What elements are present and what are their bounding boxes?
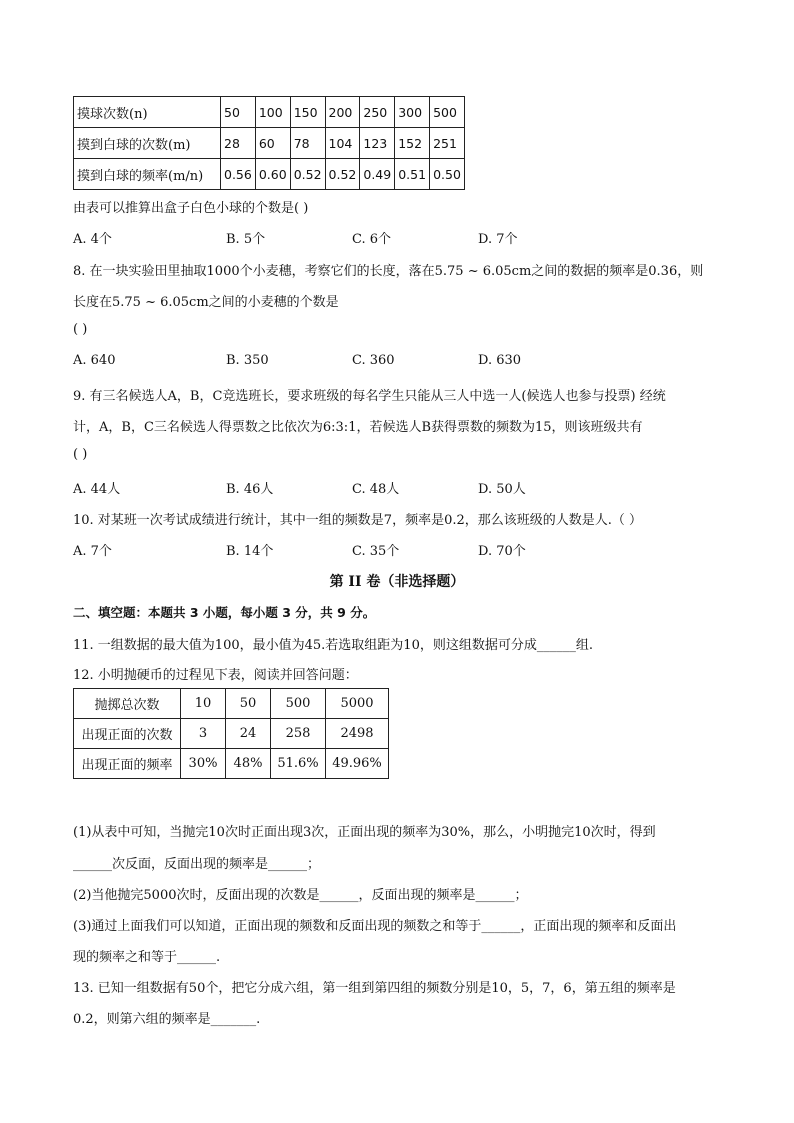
table-cell: 50	[221, 97, 256, 128]
table-cell: 摸到白球的频率(m/n)	[74, 159, 221, 190]
table-row	[74, 159, 465, 190]
table-cell: 251	[430, 128, 465, 159]
table-cell: 出现正面的频率	[74, 749, 181, 779]
q8-bracket: ( )	[73, 322, 88, 337]
table-cell: 500	[271, 689, 326, 719]
table-row	[74, 719, 389, 749]
q12-part3-line1: (3)通过上面我们可以知道，正面出现的频数和反面出现的频数之和等于______，正面出现的频率和反面出	[73, 919, 677, 934]
q8-option-a: A. 640	[73, 353, 116, 368]
q8-line1: 8. 在一块实验田里抽取1000个小麦穗，考察它们的长度，落在5.75 ~ 6.05cm之间的数据的频率是0.36，则	[73, 264, 704, 279]
q9-line2: 计，A，B，C三名候选人得票数之比依次为6:3:1，若候选人B获得票数的频数为15，则该班级共有	[73, 420, 643, 435]
table-cell: 152	[395, 128, 430, 159]
section-title: 第 II 卷（非选择题）	[329, 574, 465, 590]
table-row	[74, 97, 465, 128]
q10-option-d: D. 70个	[478, 544, 526, 559]
table-cell: 5000	[326, 689, 389, 719]
q12-text: 12. 小明抛硬币的过程见下表，阅读并回答问题：	[73, 668, 358, 683]
table-cell: 3	[181, 719, 226, 749]
table-cell: 30%	[181, 749, 226, 779]
q7-option-b: B. 5个	[226, 232, 266, 247]
table-cell: 49.96%	[326, 749, 389, 779]
section-heading: 二、填空题：本题共 3 小题，每小题 3 分，共 9 分。	[73, 605, 376, 620]
table-cell: 0.51	[395, 159, 430, 190]
q10-option-b: B. 14个	[226, 544, 274, 559]
table-cell: 50	[226, 689, 271, 719]
ball-draw-table	[73, 96, 465, 190]
q8-option-c: C. 360	[352, 353, 395, 368]
table-cell: 250	[360, 97, 395, 128]
q9-option-d: D. 50人	[478, 482, 526, 497]
q7-option-c: C. 6个	[352, 232, 392, 247]
table-cell: 104	[325, 128, 360, 159]
q7-text: 由表可以推算出盒子白色小球的个数是( )	[73, 201, 309, 216]
table-cell: 出现正面的次数	[74, 719, 181, 749]
table-cell: 0.52	[290, 159, 325, 190]
q12-part1-line1: (1)从表中可知，当抛完10次时正面出现3次，正面出现的频率为30%，那么，小明抛完10次时，得到	[73, 825, 656, 840]
table-cell: 150	[290, 97, 325, 128]
table-cell: 258	[271, 719, 326, 749]
table-row	[74, 689, 389, 719]
table-cell: 48%	[226, 749, 271, 779]
table-row	[74, 749, 389, 779]
table-cell: 抛掷总次数	[74, 689, 181, 719]
q12-part3-line2: 现的频率之和等于______.	[73, 950, 221, 965]
q10-option-a: A. 7个	[73, 544, 112, 559]
q9-option-a: A. 44人	[73, 482, 121, 497]
table-cell: 28	[221, 128, 256, 159]
q13-line1: 13. 已知一组数据有50个，把它分成六组，第一组到第四组的频数分别是10，5，7，6，第五组的频率是	[73, 981, 676, 996]
table-cell: 摸球次数(n)	[74, 97, 221, 128]
table-cell: 摸到白球的次数(m)	[74, 128, 221, 159]
table-row	[74, 128, 465, 159]
table-cell: 300	[395, 97, 430, 128]
table-cell: 0.60	[255, 159, 290, 190]
q8-option-b: B. 350	[226, 353, 269, 368]
table-cell: 0.52	[325, 159, 360, 190]
table-cell: 100	[255, 97, 290, 128]
table-cell: 500	[430, 97, 465, 128]
table-cell: 10	[181, 689, 226, 719]
q8-option-d: D. 630	[478, 353, 522, 368]
q9-line1: 9. 有三名候选人A，B，C竞选班长，要求班级的每名学生只能从三人中选一人(候选人也参与投票) 经统	[73, 389, 666, 404]
q7-option-d: D. 7个	[478, 232, 518, 247]
q10-line1: 10. 对某班一次考试成绩进行统计，其中一组的频数是7，频率是0.2，那么该班级的人数是人.（ ）	[73, 513, 643, 528]
table-cell: 24	[226, 719, 271, 749]
q8-line2: 长度在5.75 ~ 6.05cm之间的小麦穗的个数是	[73, 295, 339, 310]
q9-bracket: ( )	[73, 447, 88, 462]
q9-option-c: C. 48人	[352, 482, 400, 497]
coin-toss-table	[73, 688, 389, 779]
table-cell: 0.49	[360, 159, 395, 190]
table-cell: 60	[255, 128, 290, 159]
q9-option-b: B. 46人	[226, 482, 274, 497]
table-cell: 51.6%	[271, 749, 326, 779]
table-cell: 123	[360, 128, 395, 159]
q7-option-a: A. 4个	[73, 232, 112, 247]
table-cell: 78	[290, 128, 325, 159]
q13-line2: 0.2，则第六组的频率是_______.	[73, 1012, 261, 1027]
table-cell: 200	[325, 97, 360, 128]
q11-text: 11. 一组数据的最大值为100，最小值为45.若选取组距为10，则这组数据可分成______组.	[73, 638, 593, 653]
q12-part1-line2: ______次反面，反面出现的频率是______；	[73, 857, 321, 872]
table-cell: 0.50	[430, 159, 465, 190]
q12-part2: (2)当他抛完5000次时，反面出现的次数是______，反面出现的频率是______；	[73, 888, 528, 903]
q10-option-c: C. 35个	[352, 544, 400, 559]
table-cell: 0.56	[221, 159, 256, 190]
table-cell: 2498	[326, 719, 389, 749]
